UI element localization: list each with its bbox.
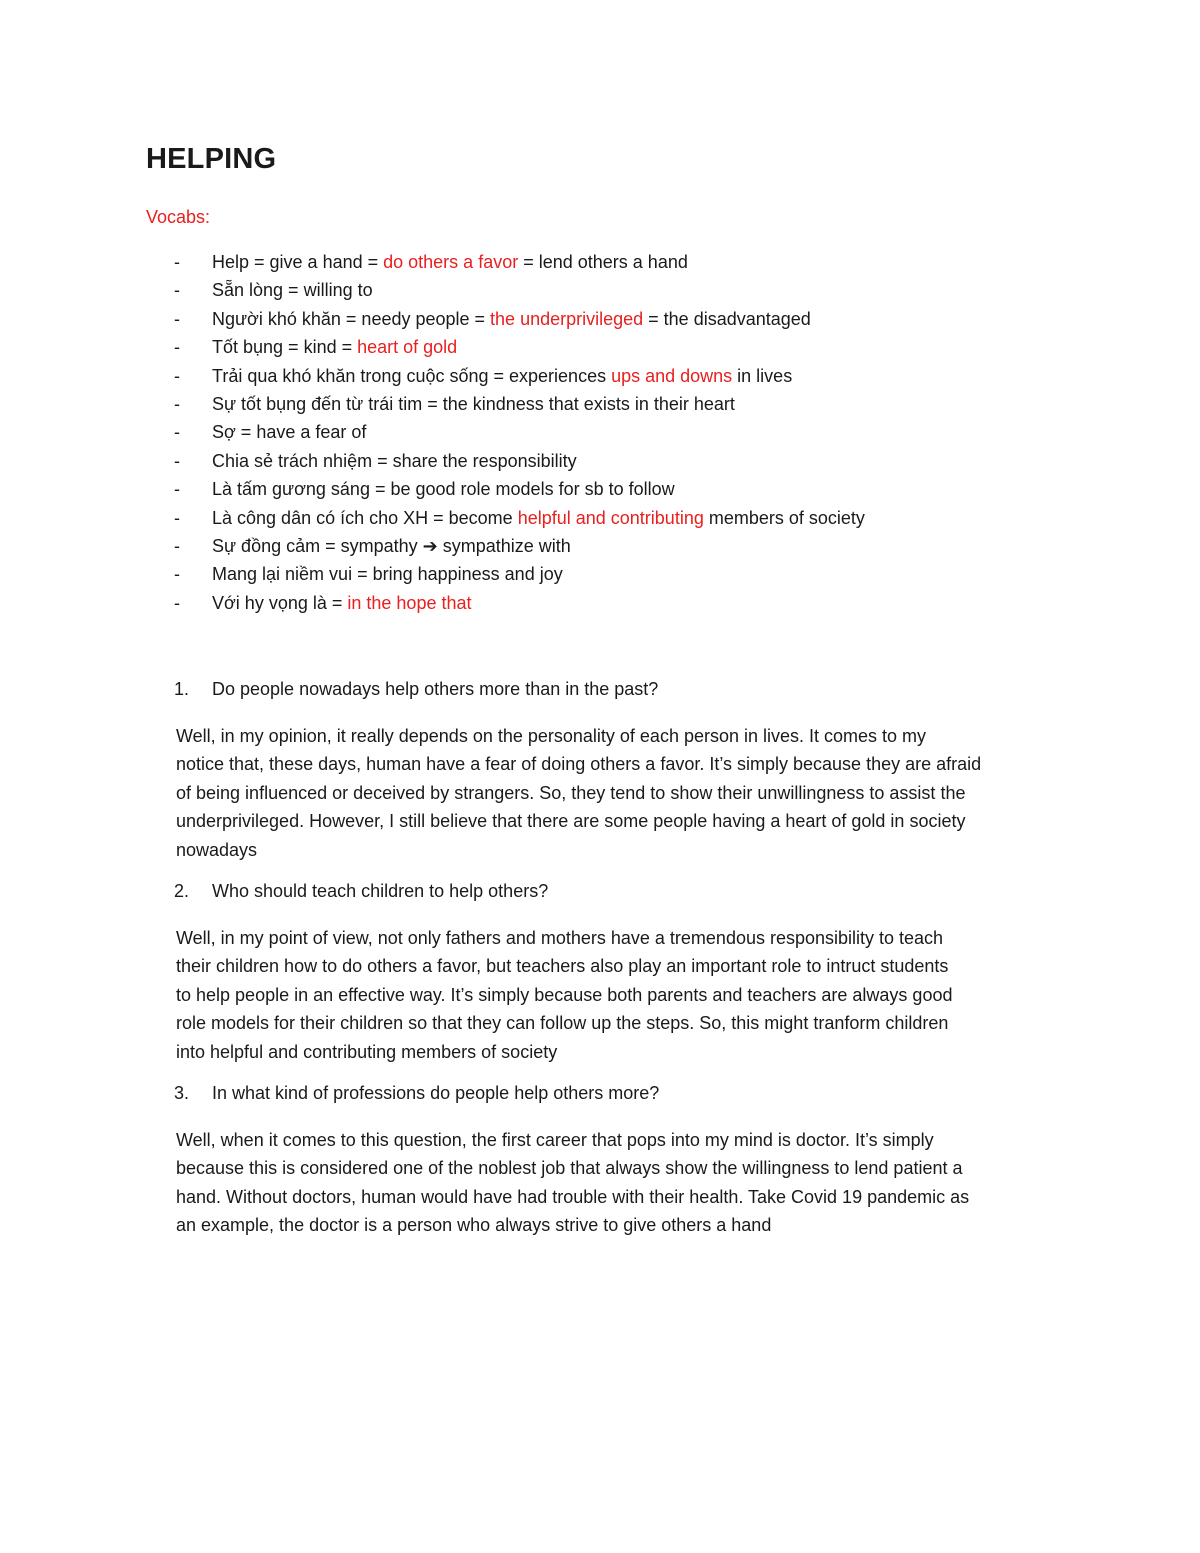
list-dash: - xyxy=(174,564,180,585)
vocab-text: Là tấm gương sáng = be good role models for sb to follow xyxy=(212,479,675,500)
vocab-text: Sự đồng cảm = sympathy ➔ sympathize with xyxy=(212,535,571,556)
answer-line: underprivileged. However, I still believe that there are some people having a heart of gold in society xyxy=(176,811,966,832)
answer-line: role models for their children so that they can follow up the steps. So, this might tranform children xyxy=(176,1013,949,1034)
answer-line: Well, when it comes to this question, the first career that pops into my mind is doctor. It’s simply xyxy=(176,1130,934,1150)
vocab-text: = the disadvantaged xyxy=(643,308,811,329)
vocab-highlight: helpful and contributing xyxy=(517,507,704,528)
vocab-text: Sợ = have a fear of xyxy=(212,422,367,443)
vocab-text: Help = give a hand = xyxy=(212,252,384,272)
list-dash: - xyxy=(174,479,180,500)
vocab-text: Sự tốt bụng đến từ trái tim = the kindness that exists in their heart xyxy=(212,393,735,414)
vocab-item xyxy=(146,504,1066,532)
vocab-text: members of society xyxy=(703,507,865,528)
question-text: Do people nowadays help others more than in the past? xyxy=(212,679,659,699)
list-dash: - xyxy=(174,308,180,329)
page-title: HELPING xyxy=(146,143,277,175)
answer-line: Well, in my point of view, not only fathers and mothers have a tremendous responsibility to teach xyxy=(176,928,944,948)
list-dash: - xyxy=(174,507,180,528)
list-dash: - xyxy=(174,450,180,471)
vocab-item xyxy=(146,333,1066,361)
vocab-item xyxy=(146,560,1066,588)
answer-line: an example, the doctor is a person who always strive to give others a hand xyxy=(176,1215,772,1236)
answer-line: to help people in an effective way. It’s simply because both parents and teachers are always good xyxy=(176,984,953,1005)
vocab-item xyxy=(146,305,1066,333)
question-number: 1. xyxy=(174,679,190,699)
vocab-list xyxy=(146,248,1066,617)
answer-line: into helpful and contributing members of society xyxy=(176,1041,558,1062)
list-dash: - xyxy=(174,252,180,272)
list-dash: - xyxy=(174,337,180,358)
vocab-text: Người khó khăn = needy people = xyxy=(212,308,491,329)
list-dash: - xyxy=(174,280,180,301)
vocab-text: in lives xyxy=(732,365,793,386)
vocab-item xyxy=(146,276,1066,304)
vocab-item xyxy=(146,447,1066,475)
vocab-item xyxy=(146,362,1066,390)
vocab-text: Sẵn lòng = willing to xyxy=(212,280,373,301)
vocab-highlight: ups and downs xyxy=(611,365,733,386)
vocab-highlight: the underprivileged xyxy=(490,308,644,329)
question-text: In what kind of professions do people help others more? xyxy=(212,1083,660,1103)
answer-line: hand. Without doctors, human would have had trouble with their health. Take Covid 19 pandemic as xyxy=(176,1186,970,1207)
question-number: 2. xyxy=(174,881,190,901)
vocab-highlight: in the hope that xyxy=(347,592,472,613)
answer-3 xyxy=(176,1126,1076,1240)
answer-line: Well, in my opinion, it really depends on the personality of each person in lives. It comes to my xyxy=(176,726,927,746)
vocab-item xyxy=(146,532,1066,560)
list-dash: - xyxy=(174,393,180,414)
answer-line: because this is considered one of the noblest job that always show the willingness to lend patient a xyxy=(176,1158,963,1179)
vocab-item xyxy=(146,390,1066,418)
vocab-text: Chia sẻ trách nhiệm = share the responsibility xyxy=(212,450,577,471)
answer-line: of being influenced or deceived by strangers. So, they tend to show their unwillingness to assist the xyxy=(176,782,966,803)
vocab-text: Là công dân có ích cho XH = become xyxy=(212,507,518,528)
vocab-heading: Vocabs: xyxy=(146,207,211,227)
vocab-text: Mang lại niềm vui = bring happiness and joy xyxy=(212,564,563,585)
answer-line: notice that, these days, human have a fear of doing others a favor. It’s simply because they are afraid xyxy=(176,754,982,775)
vocab-item xyxy=(146,418,1066,446)
question-number: 3. xyxy=(174,1083,190,1103)
vocab-text: Trải qua khó khăn trong cuộc sống = experiences xyxy=(212,365,612,386)
vocab-item xyxy=(146,248,1066,276)
list-dash: - xyxy=(174,592,180,613)
question-text: Who should teach children to help others? xyxy=(212,881,549,901)
list-dash: - xyxy=(174,365,180,386)
vocab-text: = lend others a hand xyxy=(518,252,688,272)
answer-1 xyxy=(176,722,1076,864)
vocab-text: Tốt bụng = kind = xyxy=(212,337,358,358)
answer-line: their children how to do others a favor, but teachers also play an important role to intruct students xyxy=(176,956,949,977)
vocab-highlight: do others a favor xyxy=(383,252,519,272)
vocab-item xyxy=(146,589,1066,617)
vocab-text: Với hy vọng là = xyxy=(212,592,348,613)
vocab-item xyxy=(146,475,1066,503)
answer-2 xyxy=(176,924,1076,1066)
answer-line: nowadays xyxy=(176,839,258,860)
list-dash: - xyxy=(174,422,180,443)
list-dash: - xyxy=(174,535,180,556)
vocab-highlight: heart of gold xyxy=(357,337,458,358)
